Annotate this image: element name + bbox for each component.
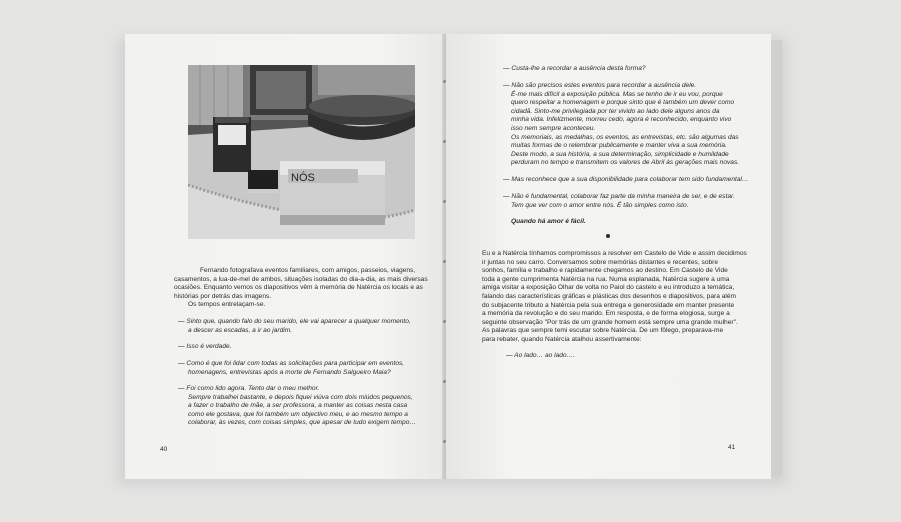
narrative-line-6: falando das características gráficas e plásticas dos desenhos e diapositivos, para além: [482, 293, 736, 300]
right-page: [446, 34, 771, 479]
answer-3-line-2: É-me mais difícil a exposição pública. Mas se tenho de ir eu vou, porque: [511, 90, 723, 98]
answer-3-line-6: isso nem sempre aconteceu.: [511, 125, 596, 132]
section-separator-dot: [606, 234, 610, 238]
question-2-line-1: — Como é que foi lidar com todas as solicitações para participar em eventos,: [178, 360, 405, 367]
narrative-line-8: a memória da revolução e do seu marido. Em resposta, e de forma elogiosa, surge a: [482, 310, 730, 318]
answer-2-line-3: a fazer o trabalho de mãe, a ser professora, a manter as coisas nesta casa: [188, 402, 408, 410]
narrative-line-9: seguinte observação "Por trás de um grande homem está sempre uma grande mulher".: [482, 318, 738, 326]
question-3: — Custa-lhe a recordar a ausência desta forma?: [503, 65, 646, 72]
intro-line-1: Fernando fotografava eventos familiares, com amigos, passeios, viagens,: [200, 267, 416, 274]
narrative-line-7: do subjacente tributo a Natércia pela sua entrega e generosidade em manter presente: [482, 301, 735, 309]
narrative-line-4: toda a gente cumprimenta Natércia na rua. Numa esplanada, Natércia sugere a uma: [482, 275, 730, 283]
question-1-line-1: — Sinto que, quando falo do seu marido, ele vai aparecer a qualquer momento,: [178, 318, 411, 325]
answer-3-line-10: perduram no tempo e transmitem os valores de Abril às gerações mais novas.: [511, 159, 740, 167]
narrative-line-10: As palavras que sempre temi escutar sobre Natércia. De um fôlego, preparava-me: [482, 327, 724, 335]
answer-4-line-1: — Não é fundamental, colaborar faz parte da minha maneira de ser, e de estar.: [503, 193, 735, 200]
photo-slide-boxes: [188, 65, 415, 239]
answer-3-line-3: quero respeitar a homenagem e porque sinto que é também um dever como: [511, 99, 735, 107]
narrative-line-2: ir juntas no seu carro. Conversamos sobre memórias distantes e recentes, sobre: [482, 258, 719, 266]
narrative-line-1: Eu e a Natércia tínhamos compromissos a resolver em Castelo de Vide e assim decidimos: [482, 250, 747, 257]
answer-3-line-1: — Não são precisos estes eventos para recordar a ausência dele.: [503, 82, 697, 89]
answer-2-line-1: — Foi como lido agora. Tento dar o meu melhor.: [178, 385, 320, 392]
intro-line-3: ocasiões. Enquanto vemos os diapositivos vêm à memória de Natércia os locais e as: [174, 284, 423, 292]
answer-4-line-2: Tem que ver com o amor entre nós. É tão simples como isto.: [511, 201, 689, 209]
left-page: [125, 34, 444, 479]
intro-line-2: casamentos, a lua-de-mel de ambos, situações isoladas do dia-a-dia, as mais diversas: [174, 275, 428, 283]
answer-1: — Isso é verdade.: [178, 343, 232, 350]
answer-3-line-7: Os memoriais, as medalhas, os eventos, as entrevistas, etc. são algumas das: [511, 133, 739, 141]
intro-line-4: histórias por detrás das imagens.: [174, 292, 272, 300]
page-number-left: 40: [160, 446, 168, 453]
question-2-line-2: homenagens, entrevistas após a morte de Fernando Salgueiro Maia?: [188, 368, 391, 376]
narrative-line-5: amiga visitar a exposição Olhar de volta no Paiol do castelo e eu introduzo a temática,: [482, 284, 735, 292]
answer-3-line-5: minha vida. Infelizmente, morreu cedo, agora é reconhecido, enquanto vivo: [511, 116, 732, 124]
answer-2-line-2: Sempre trabalhei bastante, e depois fiquei viúva com dois miúdos pequenos,: [188, 393, 413, 401]
bold-statement: Quando há amor é fácil.: [511, 218, 586, 225]
question-1-line-2: a descer as escadas, a ir ao jardim.: [188, 326, 293, 334]
answer-3-line-9: Deste modo, a sua história, a sua determinação, simplicidade e humildade: [511, 150, 729, 158]
final-line: — Ao lado… ao lado….: [506, 352, 576, 359]
page-number-right: 41: [728, 444, 736, 451]
question-4: — Mas reconhece que a sua disponibilidade para colaborar tem sido fundamental…: [503, 176, 749, 183]
narrative-line-3: sonhos, família e trabalho e rapidamente chegamos ao destino. Em Castelo de Vide: [482, 267, 728, 275]
photo-box-label: NÓS: [291, 172, 315, 184]
intro-last-line: Os tempos entrelaçam-se.: [188, 301, 266, 309]
answer-2-line-5: colaborar, às vezes, com coisas simples, que apesar de tudo exigem tempo…: [188, 419, 416, 427]
answer-3-line-8: muitas formas de o relembrar publicamente e manter viva a sua memória.: [511, 142, 727, 150]
narrative-line-11: para rebater, quando Natércia atalhou assertivamente:: [482, 336, 642, 343]
answer-2-line-4: como ele gostava, que foi também um objectivo meu, e ao mesmo tempo a: [188, 410, 408, 418]
answer-3-line-4: cidadã. Sinto-me privilegiada por ter vivido ao lado dele alguns anos da: [511, 107, 720, 115]
